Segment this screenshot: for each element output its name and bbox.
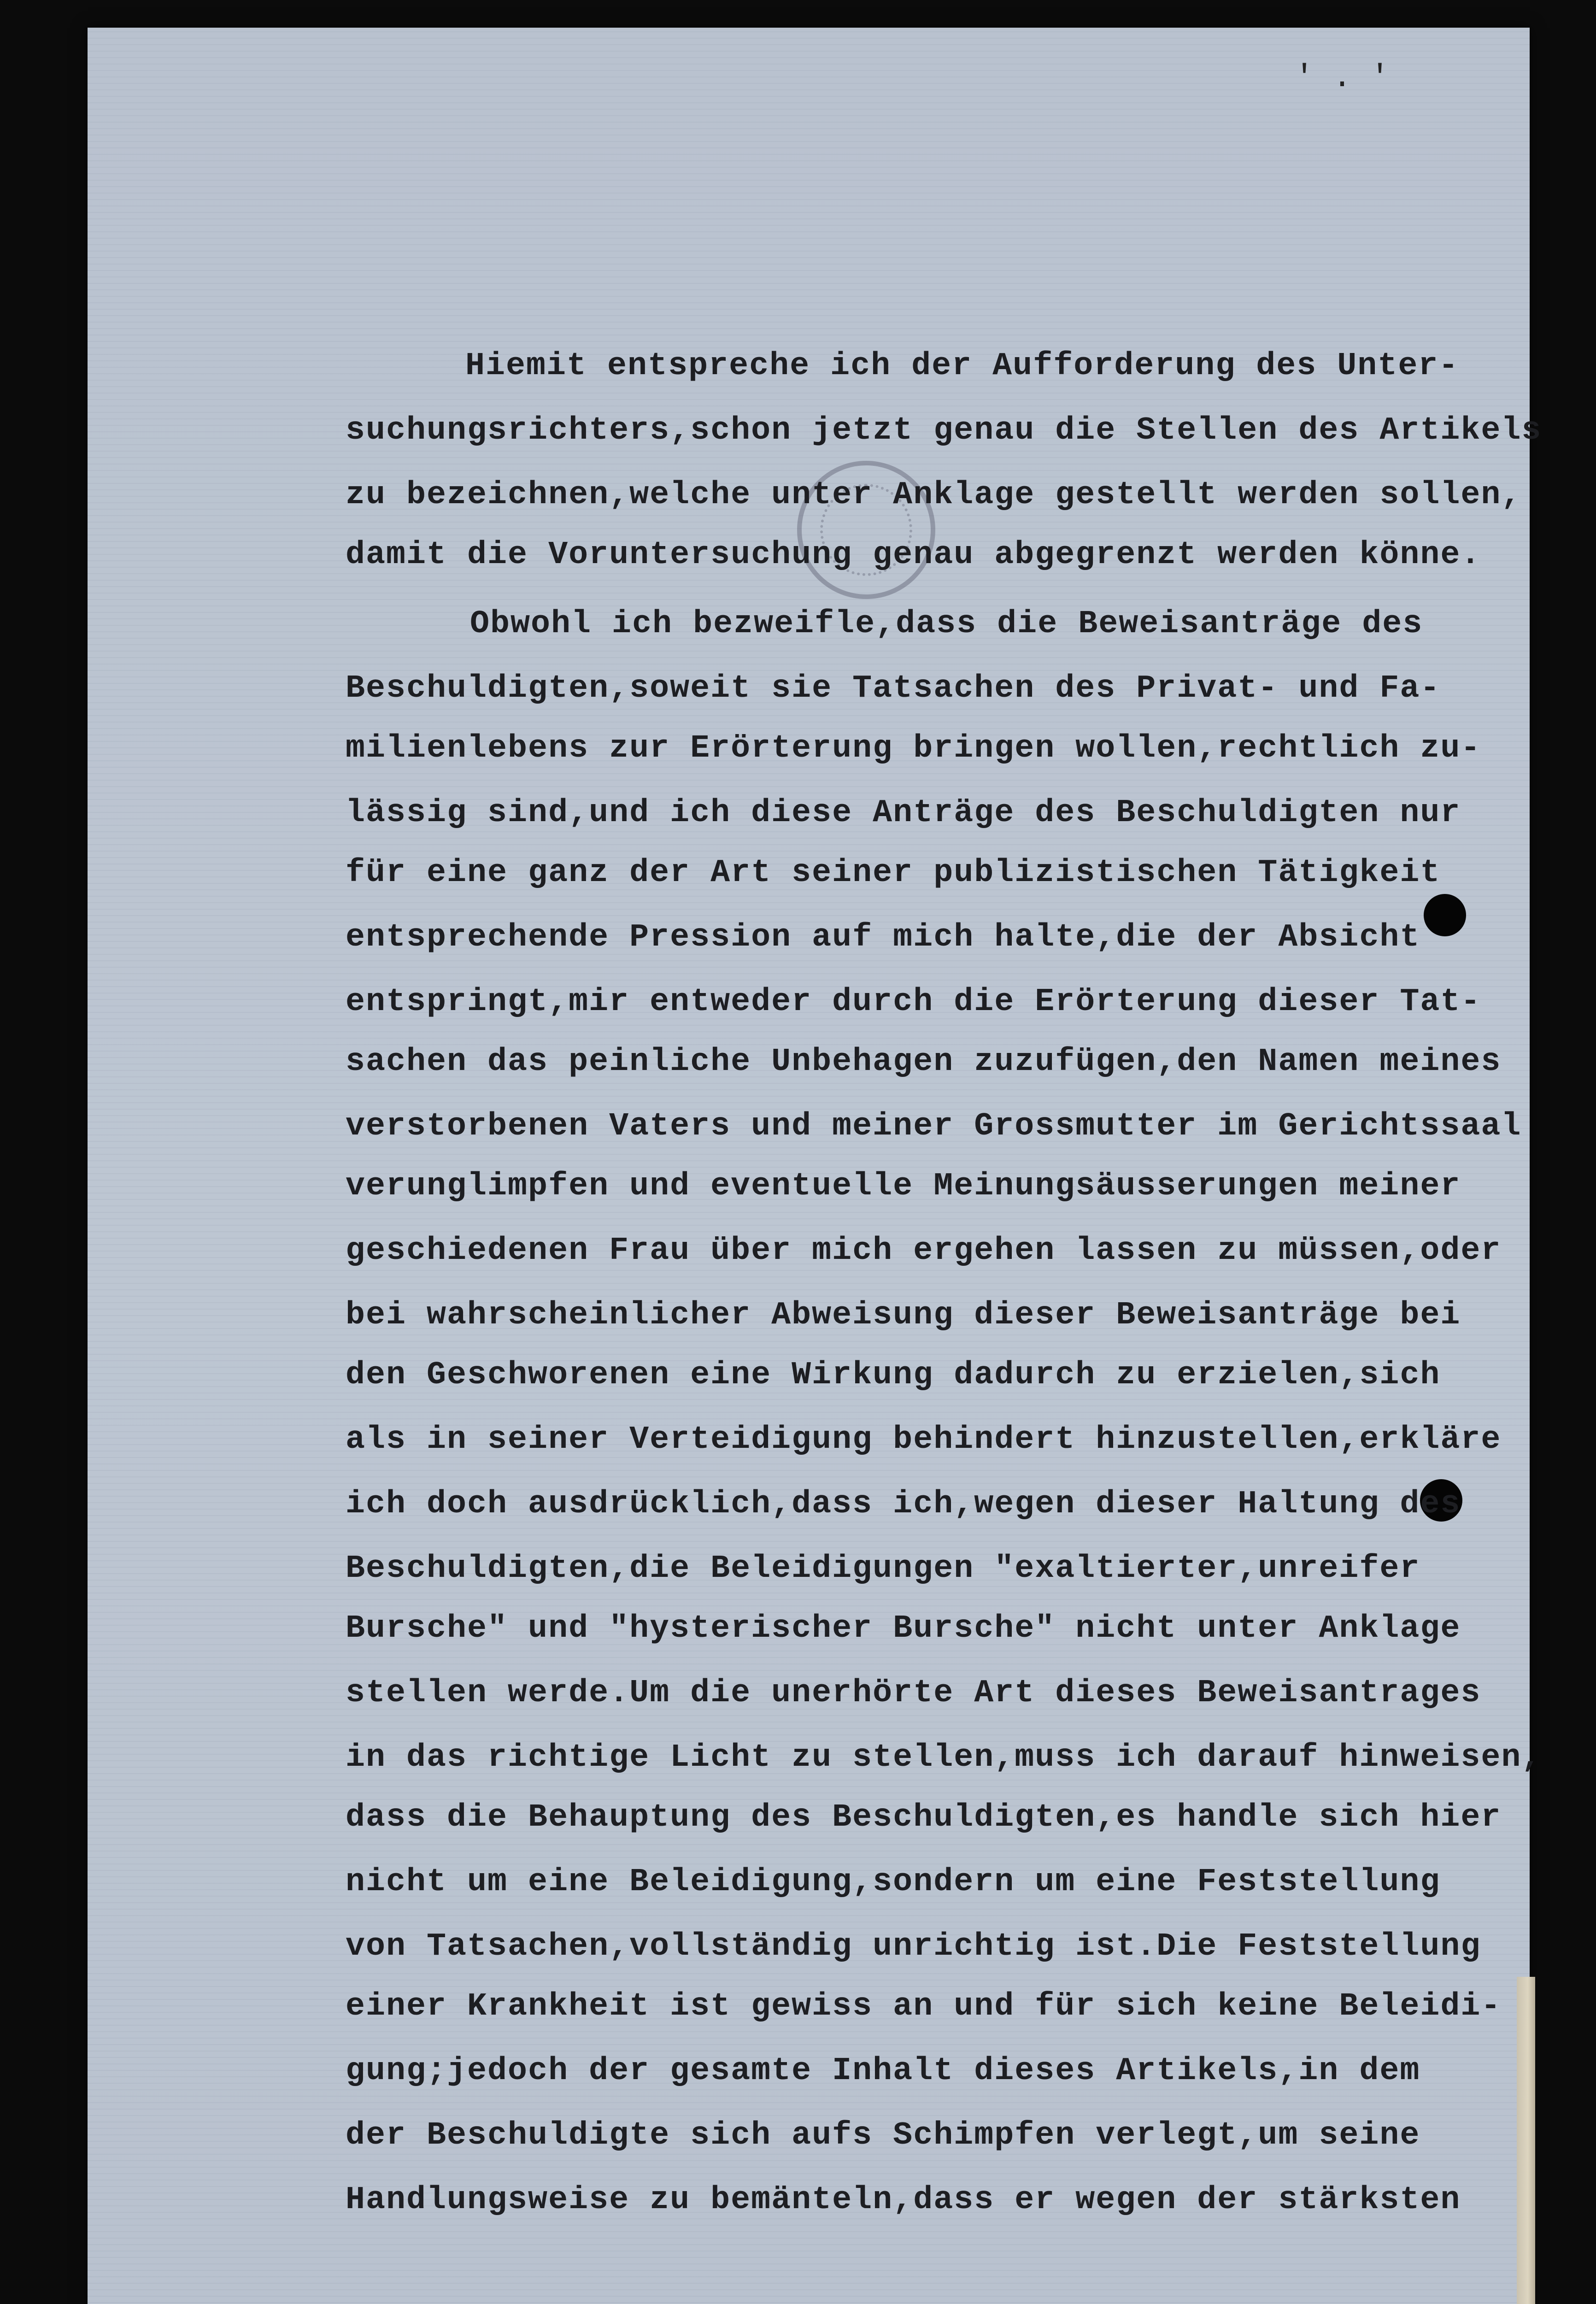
text-line: Obwohl ich bezweifle,dass die Beweisanträge des — [470, 606, 1423, 642]
text-line: Handlungsweise zu bemänteln,dass er wegen der stärksten — [346, 2182, 1461, 2218]
text-line: Beschuldigten,die Beleidigungen "exaltierter,unreifer — [346, 1551, 1420, 1587]
text-line: verunglimpfen und eventuelle Meinungsäusserungen meiner — [346, 1168, 1461, 1205]
text-line: lässig sind,und ich diese Anträge des Beschuldigten nur — [346, 795, 1461, 831]
text-line: verstorbenen Vaters und meiner Grossmutter im Gerichtssaal — [346, 1108, 1522, 1145]
text-line: nicht um eine Beleidigung,sondern um eine Feststellung — [346, 1864, 1441, 1900]
text-line: zu bezeichnen,welche unter Anklage gestellt werden sollen, — [346, 477, 1522, 513]
text-line: sachen das peinliche Unbehagen zuzufügen,den Namen meines — [346, 1044, 1502, 1080]
text-line: Hiemit entspreche ich der Aufforderung des Unter- — [465, 348, 1459, 384]
typed-text-body — [88, 28, 1542, 2304]
text-line: entspringt,mir entweder durch die Erörterung dieser Tat- — [346, 984, 1481, 1020]
document-page — [88, 28, 1542, 2304]
text-line: in das richtige Licht zu stellen,muss ich darauf hinweisen, — [346, 1740, 1542, 1776]
text-line: einer Krankheit ist gewiss an und für sich keine Beleidi- — [346, 1988, 1502, 2025]
text-line: suchungsrichters,schon jetzt genau die Stellen des Artikels — [346, 412, 1542, 449]
text-line: stellen werde.Um die unerhörte Art dieses Beweisantrages — [346, 1675, 1481, 1711]
text-line: gung;jedoch der gesamte Inhalt dieses Artikels,in dem — [346, 2053, 1420, 2089]
text-line: für eine ganz der Art seiner publizistischen Tätigkeit — [346, 855, 1441, 891]
text-line: Beschuldigten,soweit sie Tatsachen des Privat- und Fa- — [346, 670, 1441, 707]
text-line: geschiedenen Frau über mich ergehen lassen zu müssen,oder — [346, 1233, 1502, 1269]
text-line: als in seiner Verteidigung behindert hinzustellen,erkläre — [346, 1422, 1502, 1458]
text-line: den Geschworenen eine Wirkung dadurch zu erzielen,sich — [346, 1357, 1441, 1393]
text-line: bei wahrscheinlicher Abweisung dieser Beweisanträge bei — [346, 1297, 1461, 1334]
text-line: entsprechende Pression auf mich halte,die der Absicht — [346, 919, 1420, 956]
text-line: damit die Voruntersuchung genau abgegrenzt werden könne. — [346, 537, 1481, 573]
corner-tick-marks: '.' — [1295, 60, 1408, 96]
text-line: der Beschuldigte sich aufs Schimpfen verlegt,um seine — [346, 2117, 1420, 2154]
text-line: Bursche" und "hysterischer Bursche" nicht unter Anklage — [346, 1610, 1461, 1647]
text-line: dass die Behauptung des Beschuldigten,es handle sich hier — [346, 1799, 1502, 1836]
text-line: milienlebens zur Erörterung bringen wollen,rechtlich zu- — [346, 730, 1481, 767]
text-line: von Tatsachen,vollständig unrichtig ist.Die Feststellung — [346, 1928, 1481, 1965]
text-line: ich doch ausdrücklich,dass ich,wegen dieser Haltung des — [346, 1486, 1461, 1522]
